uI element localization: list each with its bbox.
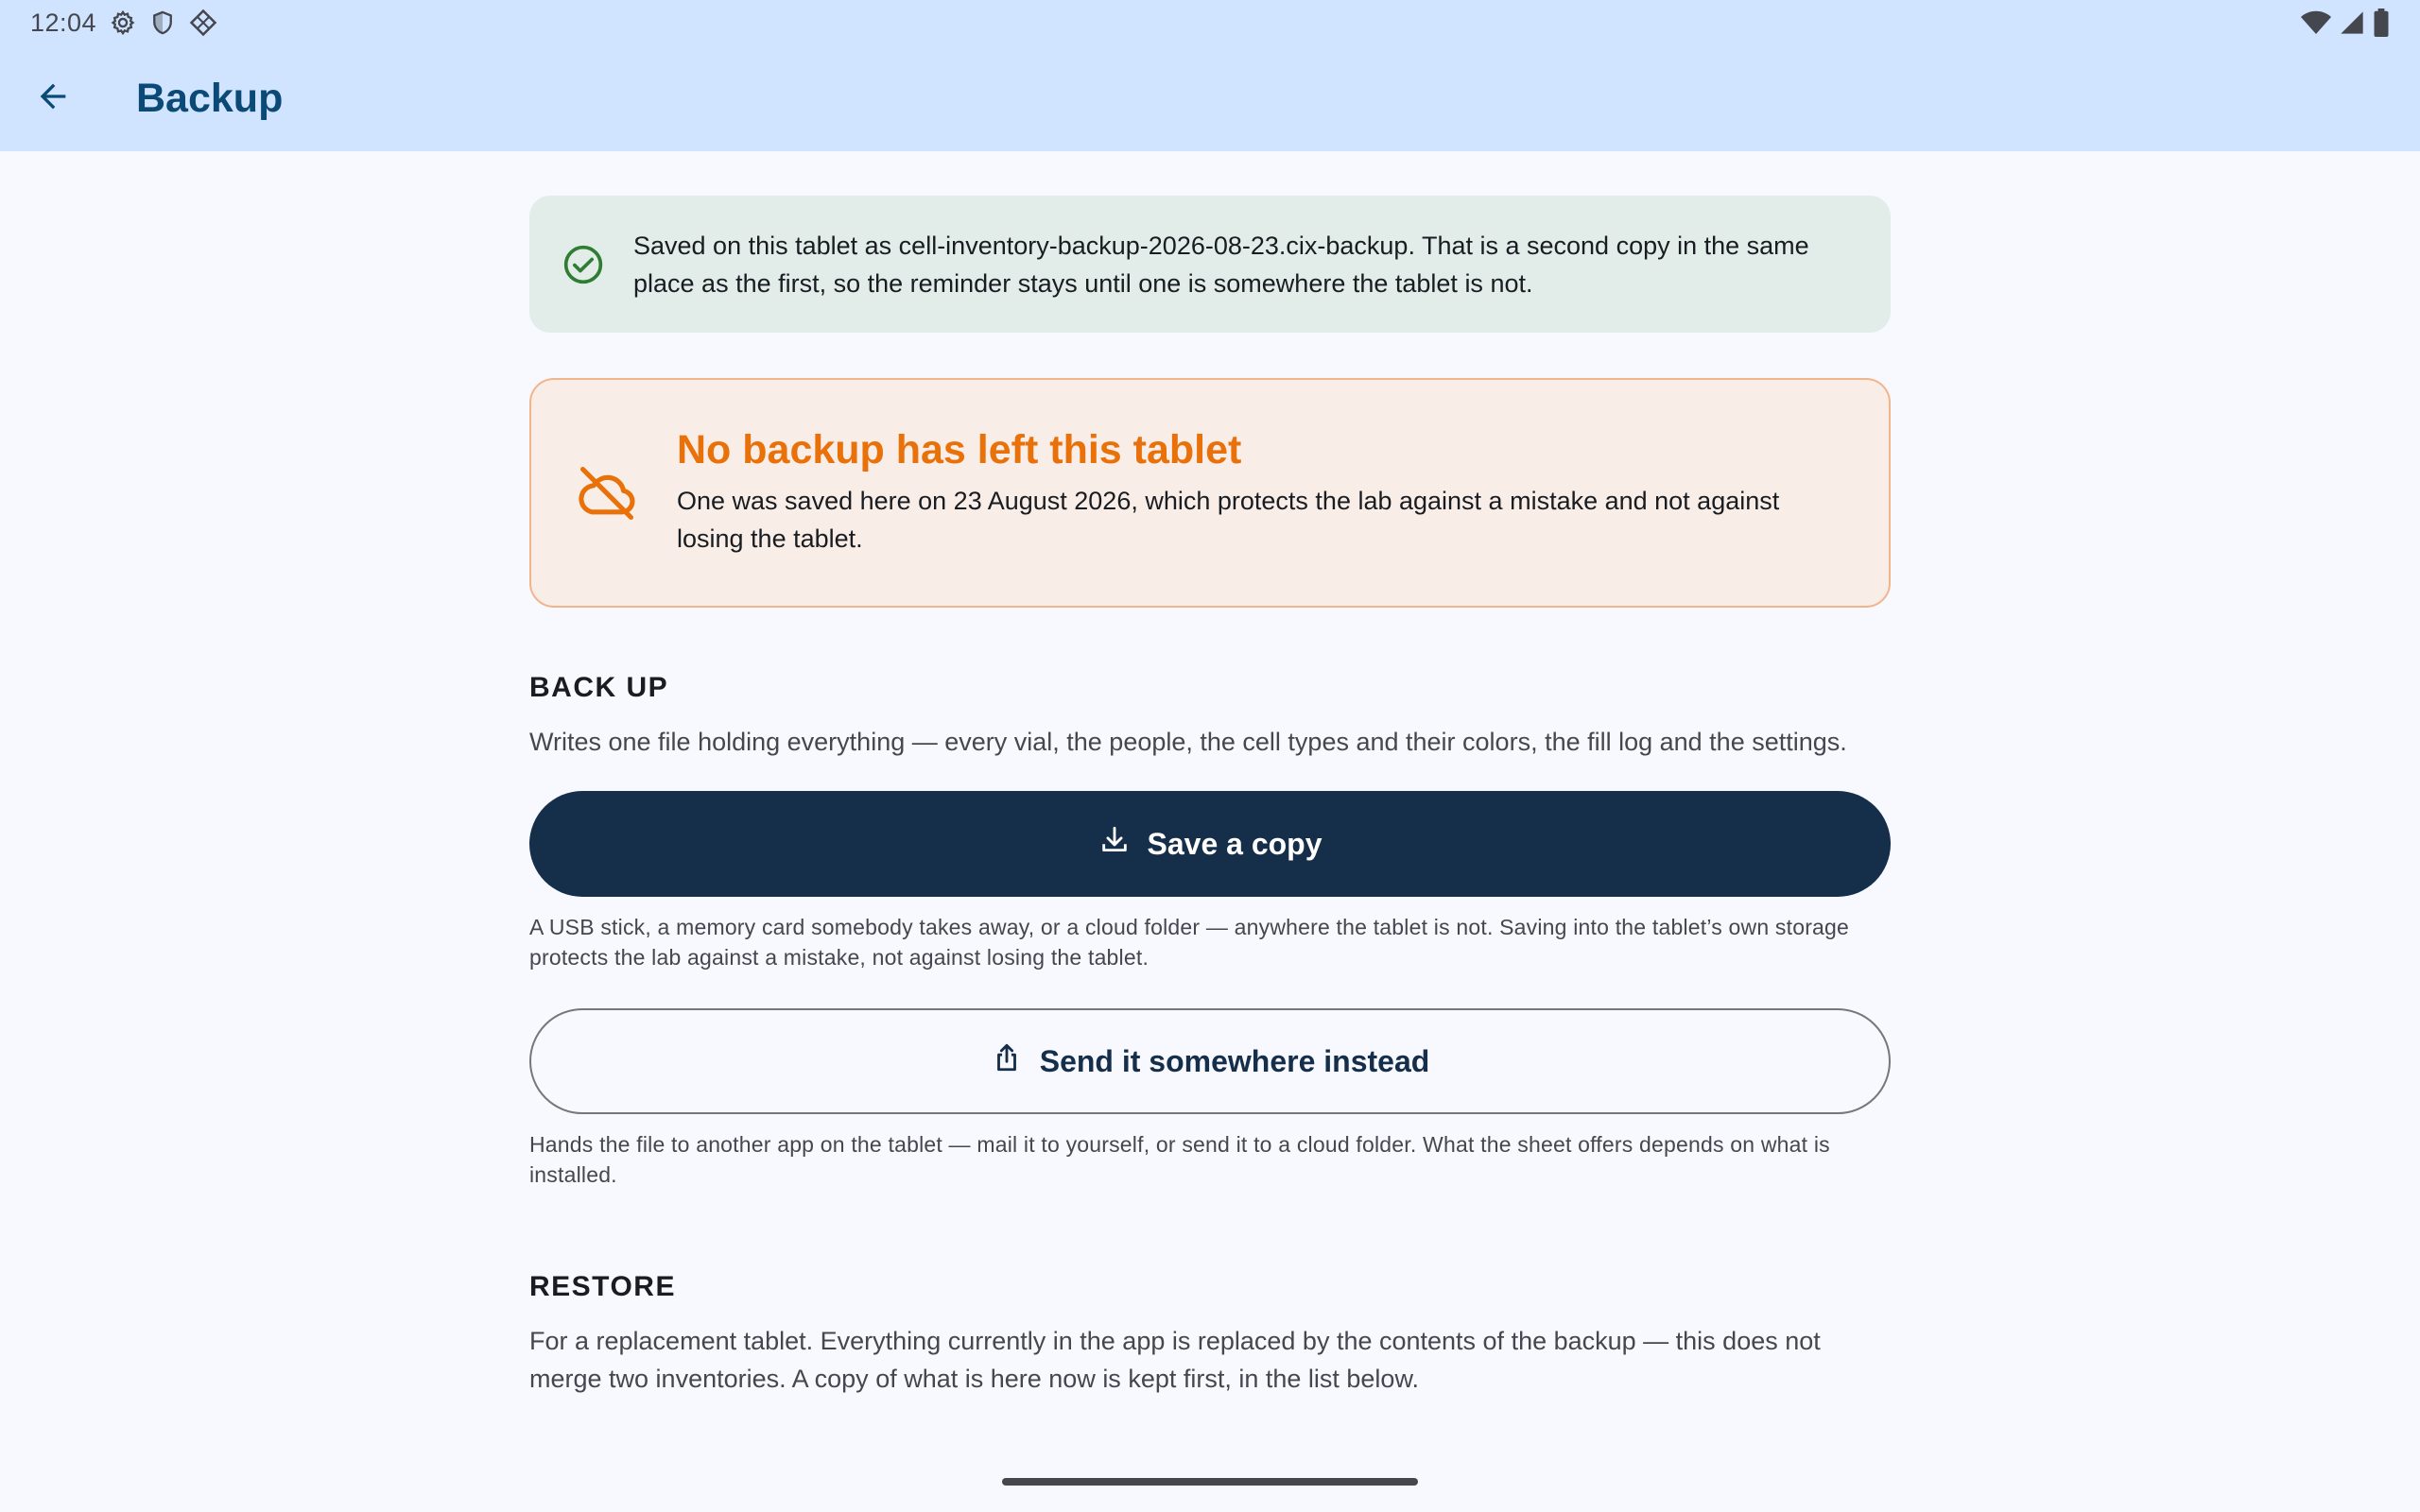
send-somewhere-button[interactable]: [529, 1008, 1891, 1114]
warning-title: No backup has left this tablet: [677, 426, 1242, 472]
success-message: Saved on this tablet as cell-inventory-backup-2026-08-23.cix-backup. That is a second copy in the same place as the first, so the reminder stays until one is somewhere the tablet is not.: [633, 231, 1809, 298]
warning-body: One was saved here on 23 August 2026, which protects the lab against a mistake and not against losing the tablet.: [677, 486, 1780, 553]
settings-icon: [110, 9, 136, 36]
signal-icon: [2339, 9, 2365, 36]
send-hint: Hands the file to another app on the tablet — mail it to yourself, or send it to a cloud folder. What the sheet offers depends on what is installed.: [529, 1132, 1830, 1187]
back-button[interactable]: [8, 53, 98, 144]
status-right: [2301, 9, 2390, 37]
backup-content: [529, 196, 1891, 1398]
shield-icon: [149, 9, 176, 36]
page-title: Backup: [136, 75, 284, 121]
restore-description: For a replacement tablet. Everything currently in the app is replaced by the contents of the backup — this does not merge two inventories. A copy of what is here now is kept first, in the list below.: [529, 1327, 1821, 1393]
arrow-back-icon: [34, 77, 72, 120]
save-hint: A USB stick, a memory card somebody takes away, or a cloud folder — anywhere the tablet is not. Saving into the tablet’s own storage protects the lab against a mistake, not against losing the tablet.: [529, 915, 1850, 970]
send-somewhere-label: Send it somewhere instead: [1039, 1043, 1430, 1078]
save-copy-label: Save a copy: [1147, 826, 1322, 861]
home-indicator[interactable]: [1002, 1478, 1418, 1486]
share-icon: [991, 1041, 1023, 1081]
wifi-icon: [2301, 9, 2331, 36]
status-left: [30, 9, 217, 38]
warning-card: [529, 378, 1891, 608]
success-banner: [529, 196, 1891, 333]
app-bar: [0, 45, 2420, 151]
battery-icon: [2373, 9, 2390, 37]
status-time: 12:04: [30, 8, 97, 37]
diamond-grid-icon: [189, 9, 217, 37]
download-icon: [1098, 824, 1131, 864]
backup-description: Writes one file holding everything — every vial, the people, the cell types and their colors, the fill log and the settings.: [529, 728, 1847, 756]
backup-heading: BACK UP: [529, 672, 669, 703]
warning-text: [677, 426, 1851, 558]
cloud-off-icon: [573, 461, 641, 525]
status-bar: [0, 0, 2420, 45]
check-circle-icon: [560, 244, 607, 285]
top-app-bar-container: [0, 0, 2420, 151]
restore-heading: RESTORE: [529, 1271, 676, 1302]
save-copy-button[interactable]: [529, 791, 1891, 897]
